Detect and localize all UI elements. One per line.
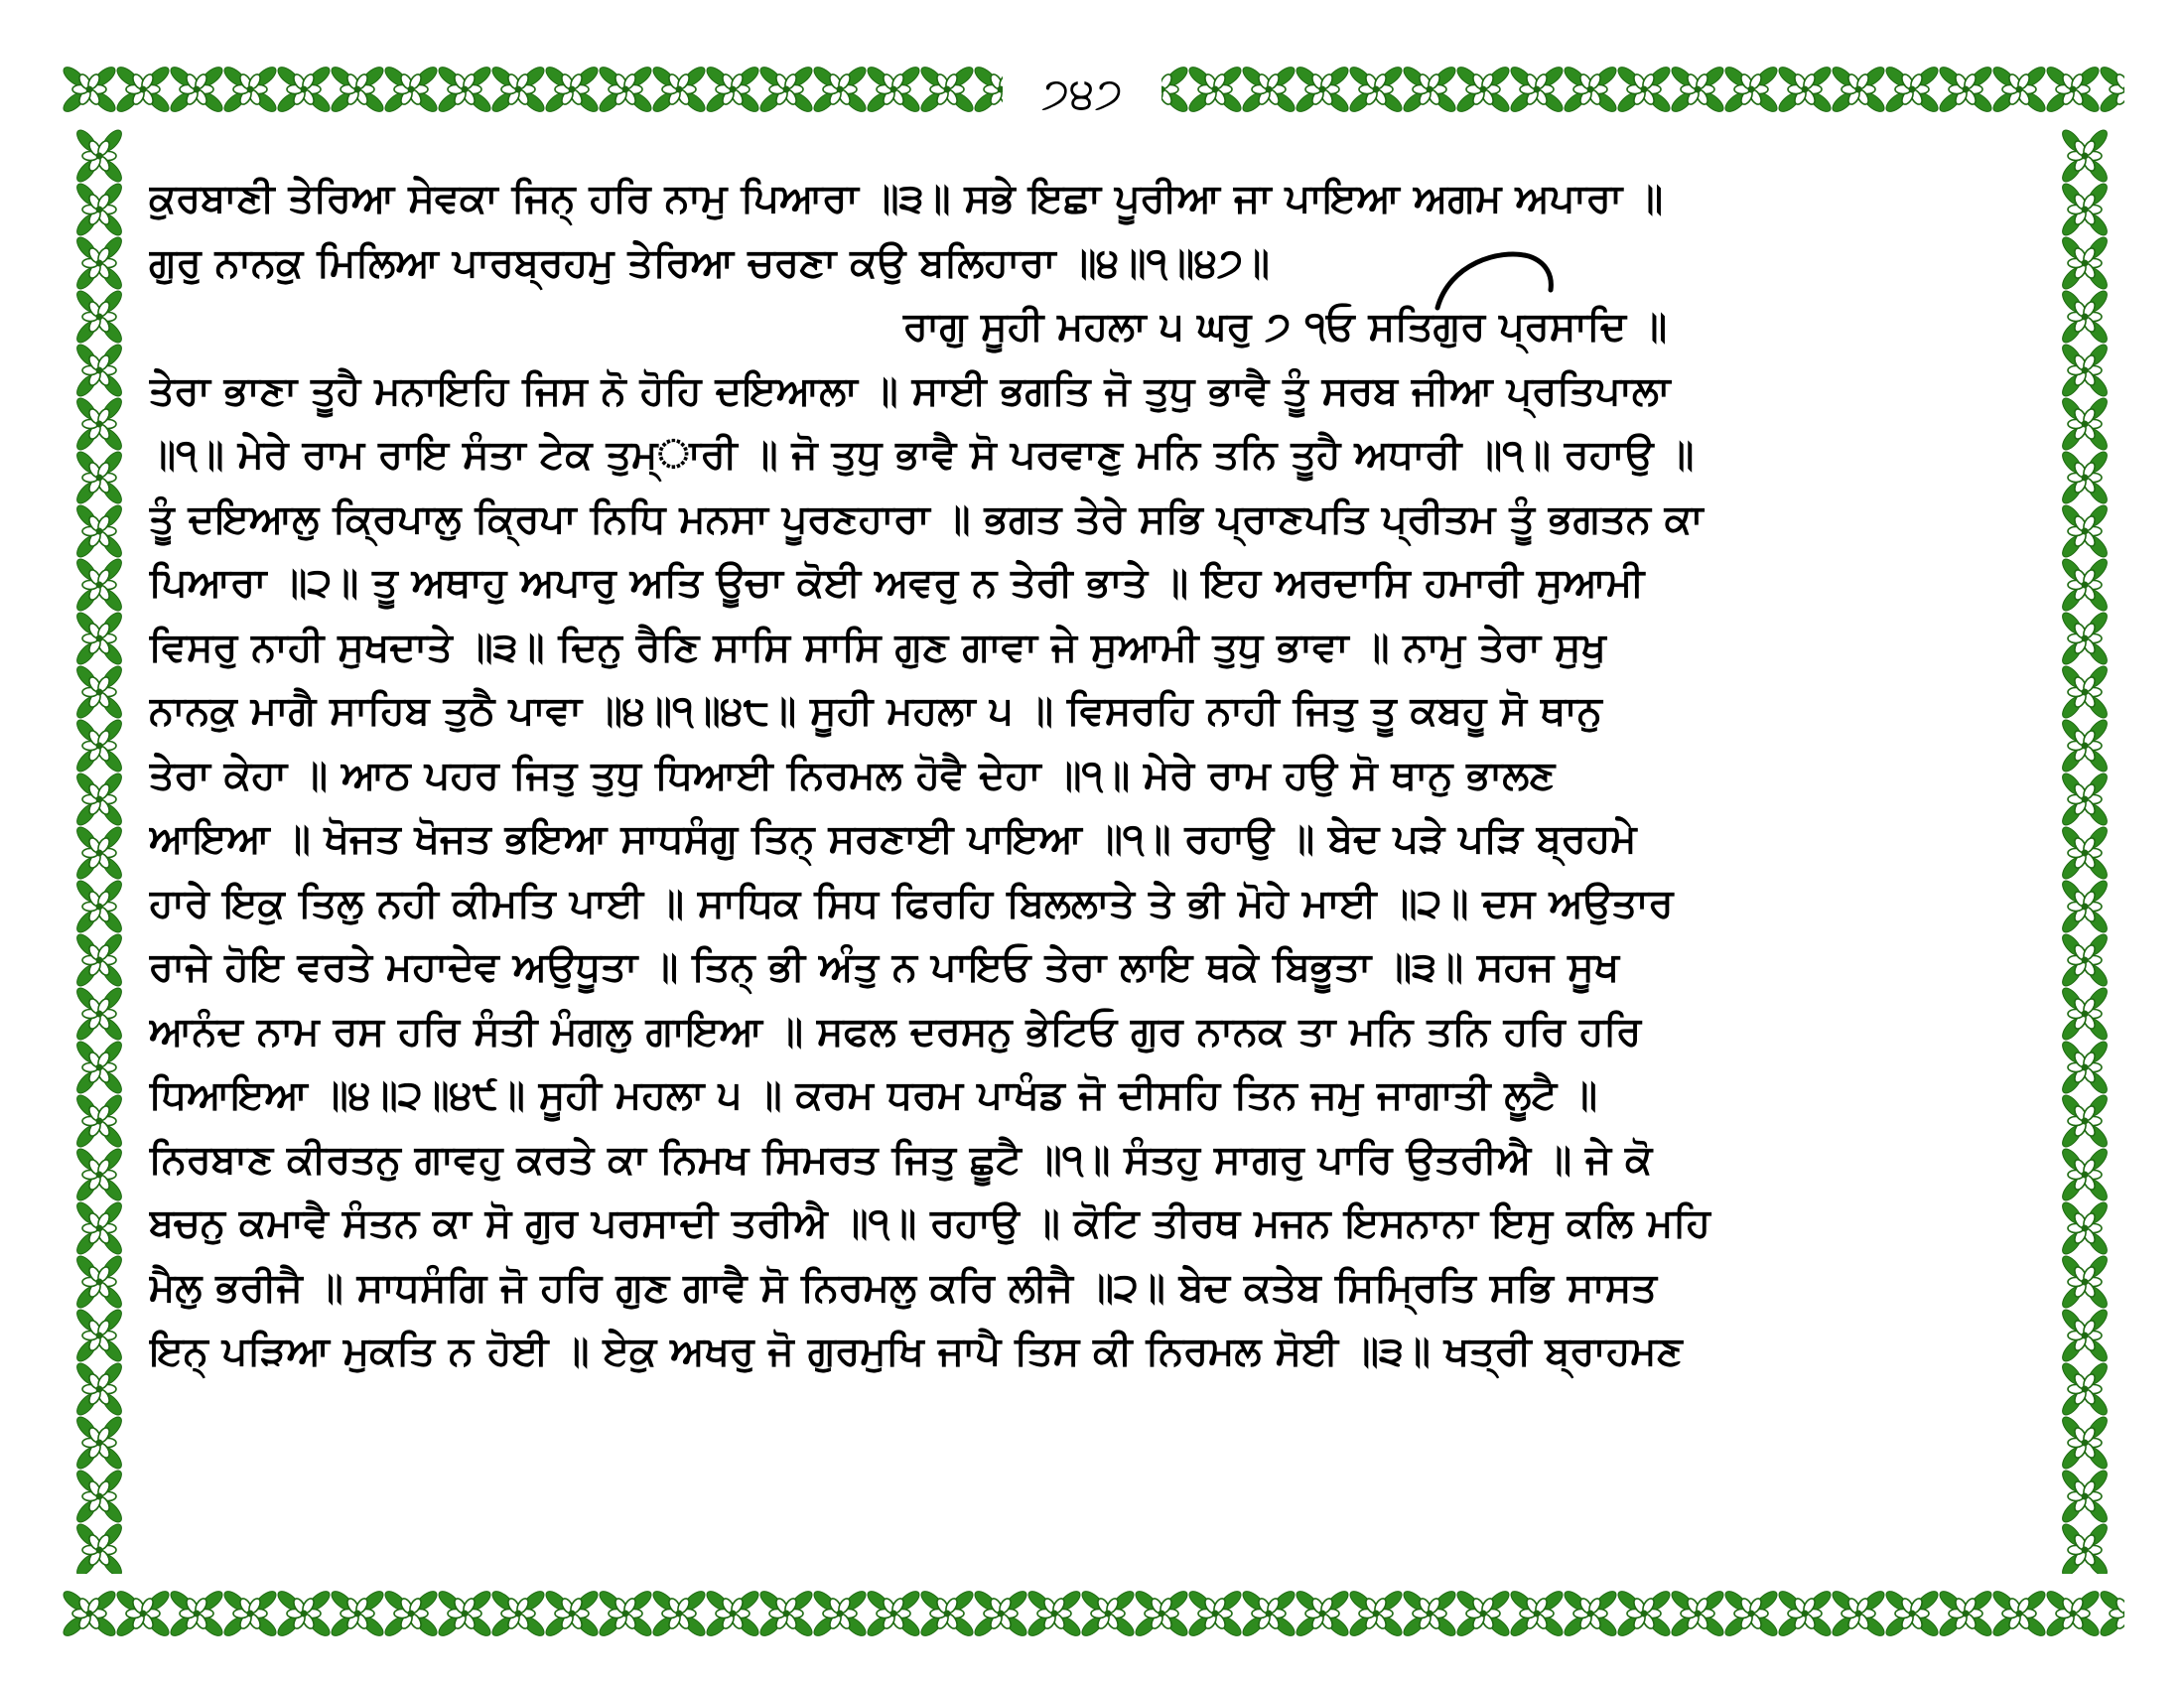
flower-icon [2059, 129, 2111, 185]
flower-icon [1186, 1588, 1244, 1639]
flower-icon [1025, 1588, 1083, 1639]
flower-icon [1508, 1588, 1566, 1639]
flower-icon [73, 878, 125, 935]
flower-icon [114, 1588, 172, 1639]
text-line: ਤੇਰਾ ਭਾਣਾ ਤੂਹੈ ਮਨਾਇਹਿ ਜਿਸ ਨੋ ਹੋਹਿ ਦਇਆਲਾ ॥ ਸਾਈ ਭਗਤਿ ਜੋ ਤੁਧੁ ਭਾਵੈ ਤੂੰ ਸਰਬ ਜੀਆ ਪ੍ਰਤਿਪਾਲਾ [149, 367, 1671, 414]
flower-icon [1830, 1588, 1887, 1639]
flower-icon [73, 395, 125, 453]
floral-vine-icon [2045, 129, 2124, 1574]
flower-icon [1776, 1588, 1834, 1639]
flower-icon [73, 181, 125, 238]
flower-icon [2059, 878, 2111, 935]
flower-icon [811, 1588, 869, 1639]
flower-icon [73, 931, 125, 989]
flower-icon [73, 1521, 125, 1574]
flower-icon [757, 1588, 815, 1639]
floral-border-bottom [60, 1574, 2124, 1653]
flower-icon [329, 1588, 386, 1639]
flower-icon [2059, 985, 2111, 1043]
flower-icon [1079, 1588, 1137, 1639]
flower-icon [2059, 717, 2111, 774]
flower-icon [436, 1588, 493, 1639]
flower-icon [73, 1146, 125, 1203]
flower-icon [73, 717, 125, 774]
flower-icon [2059, 449, 2111, 506]
flower-icon [73, 556, 125, 614]
flower-icon [1347, 64, 1405, 115]
flower-icon [2059, 771, 2111, 828]
flower-icon [73, 1468, 125, 1525]
flower-icon [704, 64, 761, 115]
flower-icon [275, 64, 333, 115]
flower-icon [1294, 1588, 1351, 1639]
flower-icon [1722, 64, 1780, 115]
flower-icon [2044, 64, 2102, 115]
flower-icon [597, 1588, 654, 1639]
flower-icon [865, 1588, 922, 1639]
flower-icon [918, 1588, 976, 1639]
flower-icon [61, 1588, 118, 1639]
flower-icon [436, 64, 493, 115]
flower-icon [221, 64, 279, 115]
flower-icon [1937, 1588, 1994, 1639]
flower-icon [650, 1588, 708, 1639]
flower-icon [2059, 1092, 2111, 1150]
flower-icon [2059, 234, 2111, 292]
flower-icon [221, 1588, 279, 1639]
flower-icon [1454, 64, 1512, 115]
text-line: ਇਨ੍ ਪੜਿਆ ਮੁਕਤਿ ਨ ਹੋਈ ॥ ਏਕੁ ਅਖਰੁ ਜੋ ਗੁਰਮੁਖਿ ਜਾਪੈ ਤਿਸ ਕੀ ਨਿਰਮਲ ਸੋਈ ॥੩॥ ਖਤ੍ਰੀ ਬ੍ਰਾਹਮਣ [149, 1329, 1683, 1374]
flower-icon [1883, 1588, 1941, 1639]
flower-icon [972, 1588, 1029, 1639]
flower-icon [704, 1588, 761, 1639]
flower-icon [73, 1039, 125, 1096]
flower-icon [2059, 931, 2111, 989]
flower-icon [1990, 64, 2048, 115]
flower-icon [2059, 342, 2111, 399]
text-line: ਗੁਰੁ ਨਾਨਕੁ ਮਿਲਿਆ ਪਾਰਬ੍ਰਹਮੁ ਤੇਰਿਆ ਚਰਣਾ ਕਉ ਬਲਿਹਾਰਾ ॥੪॥੧॥੪੭॥ [149, 239, 1270, 286]
flower-icon [1133, 1588, 1190, 1639]
flower-icon [1401, 1588, 1458, 1639]
flower-icon [168, 1588, 225, 1639]
flower-icon [382, 1588, 440, 1639]
flower-icon [329, 64, 386, 115]
flower-icon [1454, 1588, 1512, 1639]
flower-icon [2059, 395, 2111, 453]
flower-icon [61, 64, 118, 115]
text-line: ਹਾਰੇ ਇਕੁ ਤਿਲੁ ਨਹੀ ਕੀਮਤਿ ਪਾਈ ॥ ਸਾਧਿਕ ਸਿਧ ਫਿਰਹਿ ਬਿਲਲਾਤੇ ਤੇ ਭੀ ਮੋਹੇ ਮਾਈ ॥੨॥ ਦਸ ਅਉਤਾਰ [149, 880, 1674, 926]
flower-icon [275, 1588, 333, 1639]
text-line: ਧਿਆਇਆ ॥੪॥੨॥੪੯॥ ਸੂਹੀ ਮਹਲਾ ੫ ॥ ਕਰਮ ਧਰਮ ਪਾਖੰਡ ਜੋ ਦੀਸਹਿ ਤਿਨ ਜਮੁ ਜਾਗਾਤੀ ਲੂਟੈ ॥ [149, 1072, 1597, 1118]
flower-icon [2059, 1414, 2111, 1472]
flower-icon [73, 449, 125, 506]
flower-icon [543, 64, 601, 115]
flower-icon [1401, 64, 1458, 115]
text-line: ਮੈਲੁ ਭਰੀਜੈ ॥ ਸਾਧਸੰਗਿ ਜੋ ਹਰਿ ਗੁਣ ਗਾਵੈ ਸੋ ਨਿਰਮਲੁ ਕਰਿ ਲੀਜੈ ॥੨॥ ਬੇਦ ਕਤੇਬ ਸਿਮ੍ਰਿਤਿ ਸਭਿ ਸਾਸਤ [149, 1264, 1658, 1311]
flower-icon [597, 64, 654, 115]
flower-icon [757, 64, 815, 115]
flower-icon [73, 342, 125, 399]
flower-icon [2059, 1521, 2111, 1574]
flower-icon [1830, 64, 1887, 115]
text-line: ਕੁਰਬਾਣੀ ਤੇਰਿਆ ਸੇਵਕਾ ਜਿਨ੍ ਹਰਿ ਨਾਮੁ ਪਿਆਰਾ ॥੩॥ ਸਭੇ ਇਛਾ ਪੂਰੀਆ ਜਾ ਪਾਇਆ ਅਗਮ ਅਪਾਰਾ ॥ [149, 176, 1664, 221]
flower-icon [73, 824, 125, 882]
text-line: ॥੧॥ ਮੇਰੇ ਰਾਮ ਰਾਇ ਸੰਤਾ ਟੇਕ ਤੁਮ੍ਾਰੀ ॥ ਜੋ ਤੁਧੁ ਭਾਵੈ ਸੋ ਪਰਵਾਣੁ ਮਨਿ ਤਨਿ ਤੂਹੈ ਅਧਾਰੀ ॥੧॥ ਰਹਾਉ ॥ [149, 432, 1695, 478]
flower-icon [73, 288, 125, 346]
text-line [149, 1384, 2035, 1449]
flower-icon [2059, 1199, 2111, 1257]
flower-icon [2098, 1588, 2124, 1639]
flower-icon [73, 1199, 125, 1257]
flower-icon [73, 610, 125, 667]
flower-icon [1990, 1588, 2048, 1639]
floral-border-right [2045, 129, 2124, 1574]
flower-icon [1669, 1588, 1726, 1639]
flower-icon [2059, 610, 2111, 667]
flower-icon [73, 1307, 125, 1364]
flower-icon [2059, 824, 2111, 882]
flower-icon [1294, 64, 1351, 115]
flower-icon [489, 64, 547, 115]
flower-icon [73, 1360, 125, 1418]
flower-icon [1562, 1588, 1619, 1639]
flower-icon [1722, 1588, 1780, 1639]
flower-icon [2059, 181, 2111, 238]
flower-icon [114, 64, 172, 115]
page-number: ੭੪੭ [1003, 60, 1161, 129]
flower-icon [1669, 64, 1726, 115]
flower-icon [1615, 64, 1673, 115]
gurbani-text-block [149, 167, 2035, 1567]
flower-icon [2059, 1468, 2111, 1525]
flower-icon [2098, 64, 2124, 115]
flower-icon [1508, 64, 1566, 115]
flower-icon [73, 129, 125, 185]
flower-icon [1186, 64, 1244, 115]
flower-icon [1240, 64, 1297, 115]
flower-icon [73, 234, 125, 292]
flower-icon [2059, 1039, 2111, 1096]
text-line: ਬਚਨੁ ਕਮਾਵੈ ਸੰਤਨ ਕਾ ਸੋ ਗੁਰ ਪਰਸਾਦੀ ਤਰੀਐ ॥੧॥ ਰਹਾਉ ॥ ਕੋਟਿ ਤੀਰਥ ਮਜਨ ਇਸਨਾਨਾ ਇਸੁ ਕਲਿ ਮਹਿ [149, 1200, 1710, 1246]
flower-icon [73, 663, 125, 721]
text-line: ਪਿਆਰਾ ॥੨॥ ਤੂ ਅਥਾਹੁ ਅਪਾਰੁ ਅਤਿ ਊਚਾ ਕੋਈ ਅਵਰੁ ਨ ਤੇਰੀ ਭਾਤੇ ॥ ਇਹ ਅਰਦਾਸਿ ਹਮਾਰੀ ਸੁਆਮੀ [149, 560, 1645, 606]
text-line: ਰਾਜੇ ਹੋਇ ਵਰਤੇ ਮਹਾਦੇਵ ਅਉਧੂਤਾ ॥ ਤਿਨ੍ ਭੀ ਅੰਤੁ ਨ ਪਾਇਓ ਤੇਰਾ ਲਾਇ ਥਕੇ ਬਿਭੂਤਾ ॥੩॥ ਸਹਜ ਸੂਖ [149, 944, 1620, 990]
flower-icon [865, 64, 922, 115]
flower-icon [382, 64, 440, 115]
flower-icon [168, 64, 225, 115]
flower-icon [73, 985, 125, 1043]
text-line: ਵਿਸਰੁ ਨਾਹੀ ਸੁਖਦਾਤੇ ॥੩॥ ਦਿਨੁ ਰੈਣਿ ਸਾਸਿ ਸਾਸਿ ਗੁਣ ਗਾਵਾ ਜੇ ਸੁਆਮੀ ਤੁਧੁ ਭਾਵਾ ॥ ਨਾਮੁ ਤੇਰਾ ਸੁਖੁ [149, 624, 1606, 670]
flower-icon [489, 1588, 547, 1639]
flower-icon [2059, 502, 2111, 560]
floral-vine-icon [60, 1574, 2124, 1653]
flower-icon [73, 502, 125, 560]
flower-icon [73, 771, 125, 828]
flower-icon [811, 64, 869, 115]
floral-border-left [60, 129, 139, 1574]
text-line: ਤੂੰ ਦਇਆਲੁ ਕ੍ਰਿਪਾਲੁ ਕ੍ਰਿਪਾ ਨਿਧਿ ਮਨਸਾ ਪੂਰਣਹਾਰਾ ॥ ਭਗਤ ਤੇਰੇ ਸਭਿ ਪ੍ਰਾਣਪਤਿ ਪ੍ਰੀਤਮ ਤੂੰ ਭਗਤਨ ਕਾ [149, 495, 1704, 542]
flower-icon [650, 64, 708, 115]
flower-icon [1562, 64, 1619, 115]
flower-icon [2059, 1253, 2111, 1311]
raag-heading: ਰਾਗੁ ਸੂਹੀ ਮਹਲਾ ੫ ਘਰੁ ੭ ੧ਓ ਸਤਿਗੁਰ ਪ੍ਰਸਾਦਿ ॥ [903, 304, 1668, 350]
flower-icon [543, 1588, 601, 1639]
text-line: ਨਾਨਕੁ ਮਾਗੈ ਸਾਹਿਬ ਤੁਠੈ ਪਾਵਾ ॥੪॥੧॥੪੮॥ ਸੂਹੀ ਮਹਲਾ ੫ ॥ ਵਿਸਰਹਿ ਨਾਹੀ ਜਿਤੁ ਤੂ ਕਬਹੂ ਸੋ ਥਾਨੁ [149, 688, 1602, 734]
text-line: ਤੇਰਾ ਕੇਹਾ ॥ ਆਠ ਪਹਰ ਜਿਤੁ ਤੁਧੁ ਧਿਆਈ ਨਿਰਮਲ ਹੋਵੈ ਦੇਹਾ ॥੧॥ ਮੇਰੇ ਰਾਮ ਹਉ ਸੋ ਥਾਨੁ ਭਾਲਣ [149, 752, 1556, 798]
flower-icon [2059, 1360, 2111, 1418]
flower-icon [73, 1253, 125, 1311]
flower-icon [1883, 64, 1941, 115]
flower-icon [2059, 663, 2111, 721]
flower-icon [1615, 1588, 1673, 1639]
flower-icon [2059, 556, 2111, 614]
flower-icon [1347, 1588, 1405, 1639]
flower-icon [73, 1414, 125, 1472]
flower-icon [2059, 288, 2111, 346]
flower-icon [2059, 1307, 2111, 1364]
flower-icon [2059, 1146, 2111, 1203]
flower-icon [73, 1092, 125, 1150]
flower-icon [1240, 1588, 1297, 1639]
text-line: ਨਿਰਬਾਣ ਕੀਰਤਨੁ ਗਾਵਹੁ ਕਰਤੇ ਕਾ ਨਿਮਖ ਸਿਮਰਤ ਜਿਤੁ ਛੂਟੈ ॥੧॥ ਸੰਤਹੁ ਸਾਗਰੁ ਪਾਰਿ ਉਤਰੀਐ ॥ ਜੇ ਕੋ [149, 1136, 1653, 1183]
flower-icon [918, 64, 976, 115]
flower-icon [1937, 64, 1994, 115]
text-line: ਆਨੰਦ ਨਾਮ ਰਸ ਹਰਿ ਸੰਤੀ ਮੰਗਲੁ ਗਾਇਆ ॥ ਸਫਲ ਦਰਸਨੁ ਭੇਟਿਓ ਗੁਰ ਨਾਨਕ ਤਾ ਮਨਿ ਤਨਿ ਹਰਿ ਹਰਿ [149, 1008, 1642, 1055]
floral-vine-icon [60, 129, 139, 1574]
text-line: ਆਇਆ ॥ ਖੋਜਤ ਖੋਜਤ ਭਇਆ ਸਾਧਸੰਗੁ ਤਿਨ੍ ਸਰਣਾਈ ਪਾਇਆ ॥੧॥ ਰਹਾਉ ॥ ਬੇਦ ਪੜੇ ਪੜਿ ਬ੍ਰਹਮੇ [149, 816, 1637, 862]
flower-icon [1776, 64, 1834, 115]
flower-icon [2044, 1588, 2102, 1639]
